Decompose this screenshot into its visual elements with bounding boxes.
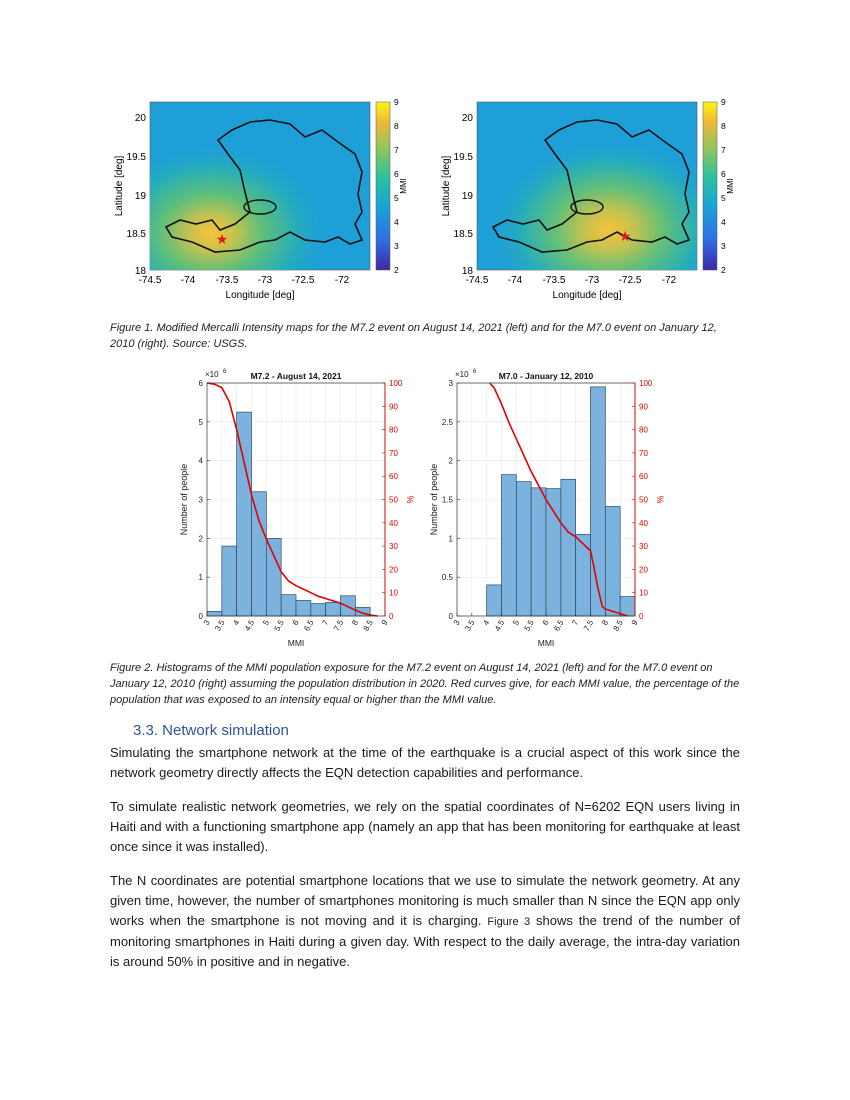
map-right-cbar-tick: 2	[721, 265, 726, 275]
map-right-cbar-tick: 6	[721, 169, 726, 179]
hist-right-title: M7.0 - January 12, 2010	[498, 371, 594, 381]
hist-left-y2tick-label: 60	[389, 472, 398, 482]
map-left-ytick: 19.5	[126, 152, 146, 163]
hist-left-y2tick-label: 100	[389, 379, 403, 388]
hist-left-bar	[252, 492, 267, 616]
hist-left-bar	[311, 604, 326, 616]
hist-left-y2tick-label: 40	[389, 518, 398, 528]
map-left-cbar-tick: 4	[394, 217, 399, 227]
paragraph-2: To simulate realistic network geometries, we rely on the spatial coordinates of N=6202 EQN users living in Haiti and with a functioning smartphone app (namely an app that has been monitoring for earthquake at least once since it was installed).	[110, 799, 740, 854]
hist-left-y2tick-label: 90	[389, 402, 398, 412]
map-left-cbar-tick: 6	[394, 169, 399, 179]
hist-right-bar	[487, 585, 502, 616]
hist-left-xtick-label: 6	[290, 618, 301, 627]
map-left-cbar-tick: 5	[394, 193, 399, 203]
hist-right-xtick-label: 5.5	[522, 618, 536, 633]
hist-right-ytick-label: 1.5	[441, 495, 453, 505]
hist-left-ytick-label: 6	[198, 379, 203, 388]
hist-right-xtick-label: 7	[570, 618, 581, 627]
map-left-colorbar	[376, 102, 390, 270]
hist-left-ytick-label: 1	[198, 573, 203, 583]
map-left-xlabel: Longitude [deg]	[225, 290, 295, 301]
map-left-ylabel: Latitude [deg]	[114, 155, 125, 217]
hist-right-ytick-label: 3	[448, 379, 453, 388]
hist-left-bar	[207, 611, 222, 616]
hist-right-y2tick-label: 0	[639, 612, 644, 621]
map-right-xtick: -73	[584, 275, 600, 286]
hist-right-y-multiplier: ×10	[455, 370, 469, 379]
hist-right-ytick-label: 0	[448, 612, 453, 621]
map-left-xtick: -72	[334, 275, 350, 286]
map-right-xlabel: Longitude [deg]	[552, 290, 622, 301]
hist-left-y2tick-label: 0	[389, 612, 394, 621]
figure2-histograms	[175, 364, 675, 654]
map-left-cbar-tick: 9	[394, 97, 399, 107]
hist-right-ytick-label: 2.5	[441, 417, 453, 427]
hist-left-xtick-label: 8.5	[361, 618, 375, 633]
map-right-ytick: 18	[461, 266, 473, 277]
hist-left-y2tick-label: 10	[389, 588, 398, 598]
hist-right-bar	[576, 534, 591, 616]
map-left-ytick: 18	[134, 266, 146, 277]
hist-left-ytick-label: 5	[198, 417, 203, 427]
hist-right-xtick-label: 6.5	[552, 618, 566, 633]
map-left-cbar-label: MMI	[399, 178, 408, 194]
hist-right-xtick-label: 8.5	[611, 618, 625, 633]
hist-left-title: M7.2 - August 14, 2021	[250, 371, 342, 381]
hist-right-bar	[516, 482, 531, 616]
hist-right-y2tick-label: 80	[639, 425, 648, 435]
hist-right-bar	[591, 387, 606, 616]
paragraph-3-text-a: The N coordinates are potential smartphone locations that we use to simulate the network geometry. At any given time, however, the number of smartphones monitoring is much smaller than N since the EQN app only works when the smartphone is not moving and it is charging.	[110, 873, 740, 928]
map-right-cbar-tick: 8	[721, 121, 726, 131]
hist-right-bar	[502, 475, 517, 616]
hist-left-bar	[222, 546, 237, 616]
map-right-colorbar	[703, 102, 717, 270]
hist-left-xtick-label: 5.5	[272, 618, 286, 633]
map-right-ylabel: Latitude [deg]	[441, 155, 452, 217]
hist-left-y2tick-label: 50	[389, 495, 398, 505]
figure1-maps	[100, 92, 750, 307]
map-left	[114, 97, 408, 301]
hist-left-bar	[281, 595, 296, 616]
hist-left-xtick-label: 7	[320, 618, 331, 627]
hist-right-y2tick-label: 60	[639, 472, 648, 482]
map-left-epicenter-icon: ★	[215, 231, 229, 247]
hist-right-y-exponent: 6	[473, 369, 477, 375]
hist-left-xtick-label: 9	[379, 618, 390, 627]
hist-right-y2label: %	[655, 495, 665, 504]
map-right-cbar-tick: 5	[721, 193, 726, 203]
hist-right-bar	[546, 489, 561, 616]
hist-left-ytick-label: 0	[198, 612, 203, 621]
map-right-xtick: -72.5	[618, 275, 642, 286]
hist-right-y2tick-label: 90	[639, 402, 648, 412]
hist-left-y2tick-label: 80	[389, 425, 398, 435]
hist-left-y-exponent: 6	[223, 369, 227, 375]
figure1-caption: Figure 1. Modified Mercalli Intensity maps for the M7.2 event on August 14, 2021 (left) and for the M7.0 event on January 12, 2010 (right). Source: USGS.	[110, 322, 717, 350]
hist-right-xtick-label: 4	[481, 618, 492, 627]
map-right-xtick: -74	[507, 275, 523, 286]
hist-right-y2tick-label: 70	[639, 448, 648, 458]
map-right-cbar-label: MMI	[726, 178, 735, 194]
hist-left-xtick-label: 3	[201, 618, 212, 627]
hist-right-bar	[561, 479, 576, 616]
hist-right-y2tick-label: 30	[639, 542, 648, 552]
hist-left-y2tick-label: 70	[389, 448, 398, 458]
hist-left-y2label: %	[405, 495, 415, 504]
map-left-xtick: -72.5	[291, 275, 315, 286]
hist-left-xtick-label: 7.5	[331, 618, 346, 633]
map-left-ytick: 18.5	[126, 229, 146, 240]
hist-left-xtick-label: 5	[261, 618, 272, 627]
hist-right-ylabel: Number of people	[429, 463, 439, 536]
section-heading: 3.3. Network simulation	[133, 722, 289, 739]
map-right-cbar-tick: 3	[721, 241, 726, 251]
figure-3-reference[interactable]: Figure 3	[487, 916, 531, 928]
hist-right-ytick-label: 0.5	[441, 573, 453, 583]
hist-left-xtick-label: 4.5	[242, 618, 257, 633]
hist-left-y2tick-label: 30	[389, 542, 398, 552]
hist-left-ylabel: Number of people	[179, 463, 189, 536]
hist-right-bar	[605, 506, 620, 616]
map-right-xtick: -74.5	[465, 275, 489, 286]
hist-right-y2tick-label: 50	[639, 495, 648, 505]
hist-left-y-multiplier: ×10	[205, 370, 219, 379]
hist-right-bar	[531, 488, 546, 616]
hist-right-ytick-label: 2	[448, 456, 453, 466]
hist-left-xtick-label: 8	[350, 618, 361, 627]
hist-right-xtick-label: 6	[540, 618, 551, 627]
map-right-cbar-tick: 9	[721, 97, 726, 107]
hist-right-bar	[620, 597, 635, 616]
map-left-xtick: -74	[180, 275, 196, 286]
paragraph-3-text-b: shows the trend of the number of monitoring smartphones in Haiti during a given day. With respect to the daily average, the intra-day variation is around 50% in positive and in negative.	[110, 913, 740, 969]
map-left-cbar-tick: 2	[394, 265, 399, 275]
hist-left-xtick-label: 3.5	[213, 618, 227, 633]
hist-right-xtick-label: 4.5	[492, 618, 507, 633]
hist-right-y2tick-label: 20	[639, 565, 648, 575]
hist-left-xtick-label: 6.5	[302, 618, 316, 633]
map-right-xtick: -73.5	[542, 275, 566, 286]
hist-left-xlabel: MMI	[287, 638, 305, 648]
paragraph-1: Simulating the smartphone network at the time of the earthquake is a crucial aspect of this work since the network geometry directly affects the EQN detection capabilities and performance.	[110, 745, 740, 780]
hist-right-y2tick-label: 100	[639, 379, 653, 388]
hist-right-xtick-label: 5	[511, 618, 522, 627]
figure2-caption: Figure 2. Histograms of the MMI population exposure for the M7.2 event on August 14, 2021 (left) and for the M7.0 event on January 12, 2010 (right) assuming the population distribution in 2020. Red curves give, for each MMI value, the percentage of the population that was exposed to an intensity equal or higher than the MMI value.	[110, 662, 740, 706]
hist-left-ytick-label: 4	[198, 456, 203, 466]
map-left-xtick: -73.5	[215, 275, 239, 286]
hist-right-y2tick-label: 10	[639, 588, 648, 598]
map-right-ytick: 20	[461, 113, 473, 124]
map-right-epicenter-icon: ★	[618, 228, 632, 244]
hist-right-ytick-label: 1	[448, 534, 453, 544]
map-right-cbar-tick: 4	[721, 217, 726, 227]
hist-left-bar	[296, 600, 311, 616]
map-right-ytick: 19	[461, 191, 473, 202]
hist-left-xtick-label: 4	[231, 618, 242, 627]
map-left-cbar-tick: 7	[394, 145, 399, 155]
hist-right-xlabel: MMI	[537, 638, 555, 648]
hist-right-xtick-label: 7.5	[581, 618, 596, 633]
hist-left-bar	[326, 602, 341, 616]
hist-right-xtick-label: 3.5	[463, 618, 477, 633]
map-left-xtick: -74.5	[138, 275, 162, 286]
map-right	[441, 97, 735, 301]
map-left-xtick: -73	[257, 275, 273, 286]
hist-left-ytick-label: 3	[198, 495, 203, 505]
map-left-ytick: 20	[134, 113, 146, 124]
map-left-cbar-tick: 8	[394, 121, 399, 131]
paragraph-3	[110, 871, 740, 972]
hist-right-xtick-label: 3	[451, 618, 462, 627]
hist-left-y2tick-label: 20	[389, 565, 398, 575]
map-right-ytick: 18.5	[453, 229, 473, 240]
hist-left-ytick-label: 2	[198, 534, 203, 544]
map-right-xtick: -72	[661, 275, 677, 286]
map-left-ytick: 19	[134, 191, 146, 202]
hist-right-xtick-label: 8	[600, 618, 611, 627]
hist-right-xtick-label: 9	[629, 618, 640, 627]
map-left-cbar-tick: 3	[394, 241, 399, 251]
hist-left-bar	[266, 538, 281, 616]
map-right-ytick: 19.5	[453, 152, 473, 163]
hist-right-y2tick-label: 40	[639, 518, 648, 528]
map-right-cbar-tick: 7	[721, 145, 726, 155]
